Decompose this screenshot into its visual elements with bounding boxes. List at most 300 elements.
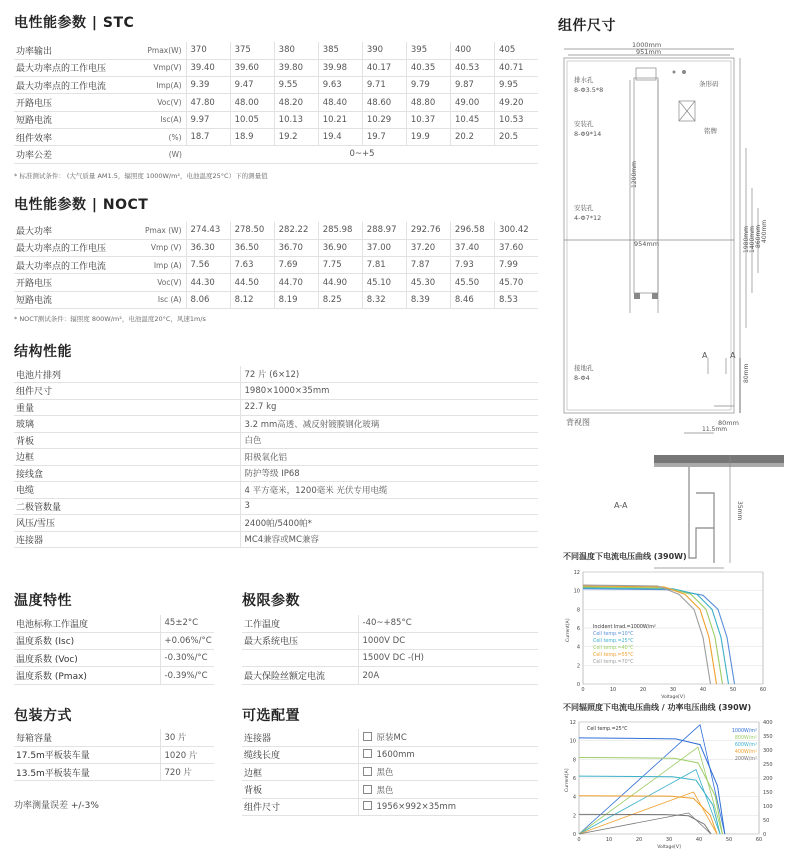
table-row: [14, 257, 538, 274]
row-value: 30 片: [164, 733, 187, 744]
row-value-cell: [240, 399, 538, 416]
row-label: 温度系数 (Pmax): [16, 672, 87, 683]
x-tick-label: 10: [605, 837, 613, 843]
option-checkbox[interactable]: [363, 767, 372, 776]
struct-table: [14, 366, 538, 548]
row-value: 7.63: [230, 257, 274, 274]
row-label: 最大功率点的工作电压: [16, 64, 107, 75]
row-label: 边框: [16, 453, 35, 464]
row-value: 292.76: [406, 222, 450, 239]
row-value: 40.71: [495, 59, 538, 76]
y-tick-label: 2: [576, 663, 580, 670]
table-row: [14, 146, 538, 163]
laminate-layer: [654, 463, 784, 467]
row-value-cell: [358, 650, 538, 667]
y2-tick-label: 400: [763, 720, 773, 726]
y2-tick-label: 100: [763, 804, 773, 810]
row-value: 7.69: [274, 257, 318, 274]
row-value: 288.97: [362, 222, 406, 239]
y-tick-label: 0: [572, 832, 576, 838]
row-label: 组件尺寸: [16, 387, 53, 398]
row-value: 1500V DC -(H): [362, 653, 424, 664]
row-value-cell: [240, 366, 538, 383]
row-value: 400: [450, 42, 494, 59]
row-value: 39.98: [318, 59, 362, 76]
row-value: 48.00: [230, 94, 274, 111]
row-value: 20.2: [450, 128, 494, 145]
row-value-cell: [240, 515, 538, 532]
option-checkbox[interactable]: [363, 785, 372, 794]
struct-title: 结构性能: [14, 344, 72, 360]
legend-entry: Incident Irrad.=1000W/m²: [593, 625, 656, 630]
row-value: 7.93: [450, 257, 494, 274]
table-row: [242, 729, 538, 746]
row-value: 45±2°C: [164, 618, 199, 629]
row-label: 最大保险丝额定电流: [244, 672, 326, 683]
row-value-cell[interactable]: [358, 798, 538, 815]
row-value-cell: [160, 729, 214, 746]
option-checkbox[interactable]: [363, 801, 372, 810]
row-value: 1956×992×35mm: [376, 802, 456, 813]
row-value: 9.95: [495, 77, 538, 94]
pack-table: [14, 729, 214, 781]
row-value: 48.80: [406, 94, 450, 111]
row-label: 电池标称工作温度: [16, 619, 89, 630]
row-value: 19.2: [274, 128, 318, 145]
noct-note: * NOCT测试条件：辐照度 800W/m²，电池温度20°C，风速1m/s: [14, 315, 206, 323]
mount2-label: 安装孔: [574, 204, 594, 212]
chart1-title: 不同温度下电流电压曲线 (390W): [563, 552, 687, 561]
y-tick-label: 4: [576, 644, 580, 651]
dim-80-h-label: 80mm: [718, 419, 739, 427]
row-value: 7.87: [406, 257, 450, 274]
row-label: 17.5m平板装车量: [16, 751, 90, 762]
row-label: 组件尺寸: [244, 803, 281, 814]
row-value: 8.12: [230, 291, 274, 308]
row-value: 1000V DC: [362, 635, 406, 646]
frame-profile: [689, 467, 714, 563]
noct-table: [14, 222, 538, 309]
mount2-spec: 4-Φ7*12: [574, 214, 602, 222]
row-unit: Isc(A): [160, 115, 182, 125]
row-value-cell[interactable]: [358, 746, 538, 763]
row-label: 边框: [244, 768, 263, 779]
row-value: 9.55: [274, 77, 318, 94]
row-value: 48.40: [318, 94, 362, 111]
row-label: 13.5m平板装车量: [16, 768, 90, 779]
row-value: 10.37: [406, 111, 450, 128]
row-label: 重量: [16, 403, 35, 414]
row-value-cell: [240, 498, 538, 515]
table-row: [14, 274, 538, 291]
row-value: 72 片 (6×12): [244, 370, 300, 380]
table-row: [14, 632, 214, 649]
table-row: [14, 239, 538, 256]
row-value: 9.39: [186, 77, 230, 94]
row-value-cell: [358, 632, 538, 649]
ground-spec: 8-Φ4: [574, 374, 590, 382]
y-tick-label: 8: [572, 757, 576, 764]
table-row: [14, 399, 538, 416]
row-unit: (%): [168, 132, 182, 142]
table-row: [14, 77, 538, 94]
row-unit: Vmp(V): [153, 63, 182, 73]
row-value: 37.20: [406, 239, 450, 256]
row-value: 0~+5: [349, 149, 375, 160]
row-value: 19.9: [406, 128, 450, 145]
row-value: -0.30%/°C: [164, 653, 208, 664]
row-value-cell: [240, 531, 538, 548]
row-label: 电缆: [16, 486, 35, 497]
row-value: 48.20: [274, 94, 318, 111]
row-value: 8.39: [406, 291, 450, 308]
row-value: 45.50: [450, 274, 494, 291]
row-label: 最大功率点的工作电流: [16, 261, 107, 272]
row-value: 278.50: [230, 222, 274, 239]
x-tick-label: 40: [695, 837, 703, 843]
row-unit: Pmax(W): [147, 45, 182, 55]
row-value: 285.98: [318, 222, 362, 239]
barcode-label: 条形码: [699, 80, 719, 88]
drain-hole: [673, 71, 676, 74]
legend-entry: 400W/m²: [734, 750, 757, 755]
mount-label: 安装孔: [574, 120, 594, 128]
row-label: 开路电压: [16, 279, 53, 290]
table-row: [242, 764, 538, 781]
pack-title: 包装方式: [14, 708, 72, 724]
table-row: [242, 798, 538, 815]
row-value-cell: [240, 432, 538, 449]
row-value: 7.75: [318, 257, 362, 274]
y2-tick-label: 150: [763, 790, 773, 796]
table-row: [14, 615, 214, 632]
row-value: 45.10: [362, 274, 406, 291]
row-value: 48.60: [362, 94, 406, 111]
row-value: -40~+85°C: [362, 618, 412, 629]
table-row: [14, 531, 538, 548]
row-value: 36.70: [274, 239, 318, 256]
glass-layer: [654, 455, 784, 463]
x-tick-label: 50: [725, 837, 733, 843]
table-row: [14, 128, 538, 145]
module-outline: [564, 58, 734, 413]
dim-1400-label: 1400mm: [749, 226, 756, 253]
row-value: 720 片: [164, 768, 192, 779]
x-tick-label: 40: [699, 687, 707, 693]
section-a-right-label: A: [730, 351, 736, 360]
row-value-cell: [240, 482, 538, 499]
row-value: 36.30: [186, 239, 230, 256]
row-value: 10.21: [318, 111, 362, 128]
row-value-cell: [160, 746, 214, 763]
dim-860-label: 860mm: [755, 224, 762, 248]
dim-80-v-label: 80mm: [743, 363, 750, 383]
row-value-cell: [358, 615, 538, 632]
table-row: [14, 366, 538, 383]
row-value: +0.06%/°C: [164, 635, 212, 646]
row-value: 39.40: [186, 59, 230, 76]
row-label: 最大功率点的工作电流: [16, 81, 107, 92]
row-value-cell[interactable]: [358, 729, 538, 746]
table-row: [14, 650, 214, 667]
row-value: 1020 片: [164, 750, 198, 761]
row-value: 9.47: [230, 77, 274, 94]
connector-right: [652, 293, 658, 299]
row-value: 300.42: [494, 222, 538, 239]
back-view-label: 背视图: [566, 418, 590, 427]
row-value: 9.79: [406, 77, 450, 94]
row-value: 49.00: [450, 94, 494, 111]
row-value: 37.40: [450, 239, 494, 256]
x-tick-label: 60: [755, 837, 763, 843]
y-tick-label: 6: [576, 626, 580, 632]
row-value-cell: [160, 615, 214, 632]
table-row: [242, 746, 538, 763]
noct-title: 电性能参数 | NOCT: [14, 197, 149, 213]
row-label: 背板: [244, 786, 263, 797]
dim-400-label: 400mm: [761, 219, 768, 243]
row-value: 2400帕/5400帕*: [244, 518, 312, 529]
row-value: 274.43: [186, 222, 230, 239]
chart2-note: Cell temp.=25°C: [587, 727, 628, 732]
table-row: [242, 632, 538, 649]
row-label: 连接器: [244, 733, 272, 744]
row-value: 39.60: [230, 59, 274, 76]
measurement-tolerance: 功率测量误差 +/-3%: [14, 801, 99, 811]
row-value: 296.58: [450, 222, 494, 239]
x-tick-label: 30: [665, 837, 673, 843]
row-value: 18.7: [186, 128, 230, 145]
row-label: 连接器: [16, 535, 44, 546]
row-value: 20.5: [495, 128, 538, 145]
y2-tick-label: 0: [763, 832, 767, 838]
chart1: [563, 562, 778, 700]
row-value-cell[interactable]: [358, 764, 538, 781]
y2-tick-label: 50: [763, 818, 770, 824]
table-row: [14, 482, 538, 499]
y-axis-label: Current[A]: [565, 768, 570, 792]
row-label: [242, 650, 358, 667]
row-value: MC4兼容或MC兼容: [244, 535, 319, 546]
row-value-cell: [358, 667, 538, 684]
legend-entry: 800W/m²: [734, 736, 757, 741]
dims-title: 组件尺寸: [558, 18, 616, 34]
row-value-cell: [240, 416, 538, 433]
row-value: 44.50: [230, 274, 274, 291]
row-label: 组件效率: [16, 133, 53, 144]
table-row: [14, 465, 538, 482]
table-row: [242, 781, 538, 798]
row-label: 接线盒: [16, 469, 44, 480]
row-value: 39.80: [274, 59, 318, 76]
row-value-cell[interactable]: [358, 781, 538, 798]
table-row: [14, 432, 538, 449]
options-title: 可选配置: [242, 708, 300, 724]
y-axis-label: Current[A]: [566, 618, 571, 642]
module-drawing: [554, 38, 788, 578]
row-value: 405: [495, 42, 538, 59]
table-row: [242, 615, 538, 632]
y-tick-label: 8: [576, 607, 580, 614]
row-value: 385: [318, 42, 362, 59]
table-row: [14, 383, 538, 400]
option-checkbox[interactable]: [363, 732, 372, 741]
y2-tick-label: 200: [763, 776, 773, 782]
row-value: 44.70: [274, 274, 318, 291]
options-table: [242, 729, 538, 816]
row-label: 功率输出: [16, 46, 53, 57]
row-value: 40.53: [450, 59, 494, 76]
row-value: 19.7: [362, 128, 406, 145]
y-tick-label: 4: [572, 794, 576, 801]
legend-entry: Cell temp.=55°C: [593, 653, 634, 658]
table-row: [242, 650, 538, 667]
legend-entry: Cell temp.=40°C: [593, 646, 634, 651]
x-tick-label: 20: [639, 687, 647, 693]
row-label: 温度系数 (Isc): [16, 637, 75, 648]
row-value-cell: [240, 465, 538, 482]
x-tick-label: 60: [759, 687, 767, 693]
legend-entry: 200W/m²: [734, 757, 757, 762]
row-value: 47.80: [186, 94, 230, 111]
row-label: 风压/雪压: [16, 519, 56, 530]
row-value: 37.60: [494, 239, 538, 256]
row-value: 22.7 kg: [244, 402, 277, 413]
x-tick-label: 0: [577, 837, 581, 843]
x-tick-label: 50: [729, 687, 737, 693]
legend-entry: Cell temp.=25°C: [593, 639, 634, 644]
drain-label: 排水孔: [574, 76, 594, 84]
row-value: 380: [274, 42, 318, 59]
row-value: 7.56: [186, 257, 230, 274]
table-row: [14, 498, 538, 515]
table-row: [14, 42, 538, 59]
row-value: 4 平方毫米，1200毫米 光伏专用电缆: [244, 485, 388, 496]
y2-tick-label: 250: [763, 762, 773, 768]
row-value: 375: [230, 42, 274, 59]
row-label: 温度系数 (Voc): [16, 654, 78, 665]
row-label: 二极管数量: [16, 502, 62, 513]
dim-951-label: 951mm: [636, 48, 662, 56]
legend-entry: Cell temp.=70°C: [593, 660, 634, 665]
row-value: 1600mm: [376, 750, 415, 761]
row-unit: Vmp (V): [150, 243, 182, 253]
dim-1000-label: 1000mm: [632, 41, 662, 49]
table-row: [14, 449, 538, 466]
row-label: 短路电流: [16, 296, 53, 307]
drain-hole: [682, 70, 686, 74]
table-row: [14, 729, 214, 746]
table-row: [14, 764, 214, 781]
x-tick-label: 30: [669, 687, 677, 693]
dim-954-label: 954mm: [634, 240, 660, 248]
row-value: 18.9: [230, 128, 274, 145]
nameplate-label: 铭牌: [704, 127, 717, 135]
x-tick-label: 0: [581, 687, 585, 693]
legend-entry: 600W/m²: [734, 743, 757, 748]
row-value: 36.50: [230, 239, 274, 256]
row-value: 37.00: [362, 239, 406, 256]
row-value: 44.30: [186, 274, 230, 291]
row-value: 9.63: [318, 77, 362, 94]
limits-table: [242, 615, 538, 685]
y-tick-label: 12: [573, 570, 580, 576]
row-label: 每箱容量: [16, 733, 53, 744]
connector-left: [634, 293, 640, 299]
drain-spec: 8-Φ3.5*8: [574, 86, 604, 94]
dim-115-label: 11.5mm: [702, 426, 728, 433]
y-tick-label: 6: [572, 776, 576, 782]
row-value: 10.29: [362, 111, 406, 128]
y-tick-label: 10: [573, 588, 580, 595]
stc-title: 电性能参数 | STC: [14, 15, 135, 31]
row-value: 40.35: [406, 59, 450, 76]
row-unit: Isc (A): [157, 295, 182, 305]
section-a-left-label: A: [702, 351, 708, 360]
row-value-cell: [160, 650, 214, 667]
row-value: 282.22: [274, 222, 318, 239]
table-row: [14, 222, 538, 239]
row-value: 8.06: [186, 291, 230, 308]
row-value: 44.90: [318, 274, 362, 291]
x-tick-label: 10: [609, 687, 617, 693]
row-value: 阳极氧化铝: [244, 452, 288, 463]
row-label: 缆线长度: [244, 751, 281, 762]
option-checkbox[interactable]: [363, 749, 372, 758]
legend-entry: 1000W/m²: [731, 729, 757, 734]
y2-tick-label: 300: [763, 748, 773, 754]
row-value-cell: [240, 383, 538, 400]
row-label: 背板: [16, 436, 35, 447]
chart2: [563, 714, 785, 854]
row-value: 45.70: [494, 274, 538, 291]
table-row: [242, 667, 538, 684]
row-value: 49.20: [495, 94, 538, 111]
row-label: 工作温度: [244, 619, 281, 630]
row-label: 开路电压: [16, 99, 53, 110]
row-value: 8.25: [318, 291, 362, 308]
row-value: 原装MC: [376, 733, 407, 744]
temp-table: [14, 615, 214, 685]
y-tick-label: 10: [569, 738, 576, 745]
row-unit: Pmax (W): [144, 225, 182, 235]
x-tick-label: 20: [635, 837, 643, 843]
table-row: [14, 291, 538, 308]
row-value: 7.81: [362, 257, 406, 274]
table-row: [14, 111, 538, 128]
row-value-cell: [160, 764, 214, 781]
row-value: 8.19: [274, 291, 318, 308]
ground-label: 接地孔: [574, 364, 594, 372]
row-value: 10.53: [495, 111, 538, 128]
row-value: 19.4: [318, 128, 362, 145]
x-axis-label: Voltage[V]: [661, 695, 685, 700]
row-value: 防护等级 IP68: [244, 469, 300, 480]
row-value: 9.97: [186, 111, 230, 128]
mount-spec: 8-Φ9*14: [574, 130, 602, 138]
table-row: [14, 667, 214, 684]
table-row: [14, 416, 538, 433]
y-tick-label: 2: [572, 813, 576, 820]
row-value: 7.99: [494, 257, 538, 274]
row-value: 10.45: [450, 111, 494, 128]
table-row: [14, 515, 538, 532]
chart2-title: 不同辐照度下电流电压曲线 / 功率电压曲线 (390W): [563, 703, 752, 712]
table-row: [14, 746, 214, 763]
row-value: 45.30: [406, 274, 450, 291]
temp-title: 温度特性: [14, 593, 72, 609]
table-row: [14, 94, 538, 111]
